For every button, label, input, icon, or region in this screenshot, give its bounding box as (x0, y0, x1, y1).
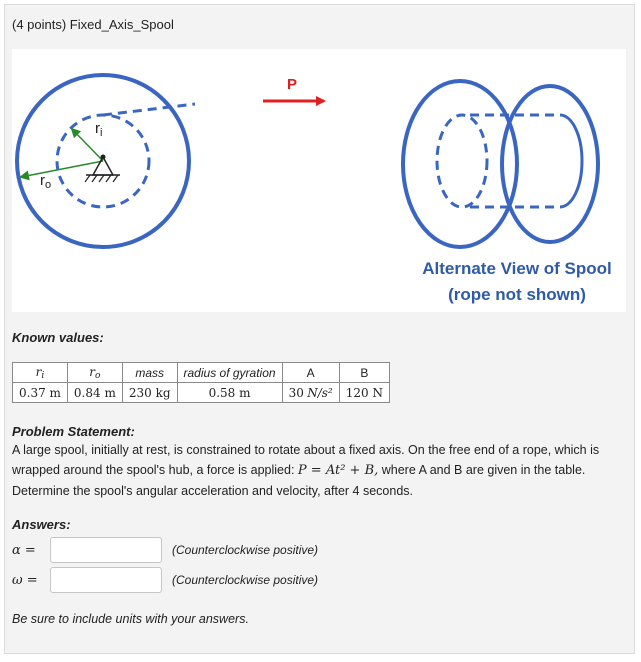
known-values-heading: Known values: (12, 330, 104, 345)
value-ri: 0.37 m (13, 383, 68, 403)
spool-figure (12, 49, 626, 312)
spool-side-view (17, 75, 195, 247)
alpha-symbol: α = (12, 542, 36, 558)
problem-text-before: A large spool, initially at rest, is constrained to rotate about a fixed axis. On the free end of a rope, which is wrapped around the spool's hub, a force is applied: (12, 443, 600, 477)
rope-line (103, 104, 195, 115)
header-ro: ro (67, 363, 122, 383)
omega-note: (Counterclockwise positive) (172, 573, 319, 587)
problem-statement-heading: Problem Statement: (12, 424, 135, 439)
header-mass: mass (122, 363, 177, 383)
pin-support-icon (85, 155, 120, 183)
known-values-header-row (13, 363, 390, 383)
value-a: 30 N/s² (282, 383, 339, 403)
header-b: B (339, 363, 389, 383)
alt-hub-front (437, 115, 487, 207)
alpha-note: (Counterclockwise positive) (172, 543, 319, 557)
force-label: P (287, 76, 298, 93)
alpha-input[interactable] (50, 537, 162, 563)
force-equation: P = At² + B, (297, 463, 379, 478)
header-radius-of-gyration: radius of gyration (177, 363, 282, 383)
ri-label: $r_i$ (95, 120, 103, 139)
alpha-answer-row (12, 536, 318, 564)
force-arrow (263, 76, 324, 101)
value-mass: 230 kg (122, 383, 177, 403)
ro-label: $r_o$ (40, 172, 52, 191)
value-ro: 0.84 m (67, 383, 122, 403)
known-values-data-row (13, 383, 390, 403)
value-b: 120 N (339, 383, 389, 403)
alt-caption-2: (rope not shown) (448, 285, 586, 304)
omega-answer-row (12, 566, 318, 594)
alt-caption-1: Alternate View of Spool (422, 259, 612, 278)
header-ri: ri (13, 363, 68, 383)
omega-input[interactable] (50, 567, 162, 593)
spool-alternate-view (403, 81, 612, 304)
value-radius-of-gyration: 0.58 m (177, 383, 282, 403)
alt-front-flange (403, 81, 517, 247)
units-reminder: Be sure to include units with your answers. (12, 612, 249, 626)
known-values-table (12, 362, 390, 403)
answers-heading: Answers: (12, 517, 71, 532)
problem-text-after: where A and B are given in the table. Determine the spool's angular acceleration and velocity, after 4 seconds. (12, 463, 586, 498)
omega-symbol: ω = (12, 572, 38, 588)
header-a: A (282, 363, 339, 383)
problem-statement-text (12, 440, 618, 501)
question-title: (4 points) Fixed_Axis_Spool (12, 17, 174, 32)
